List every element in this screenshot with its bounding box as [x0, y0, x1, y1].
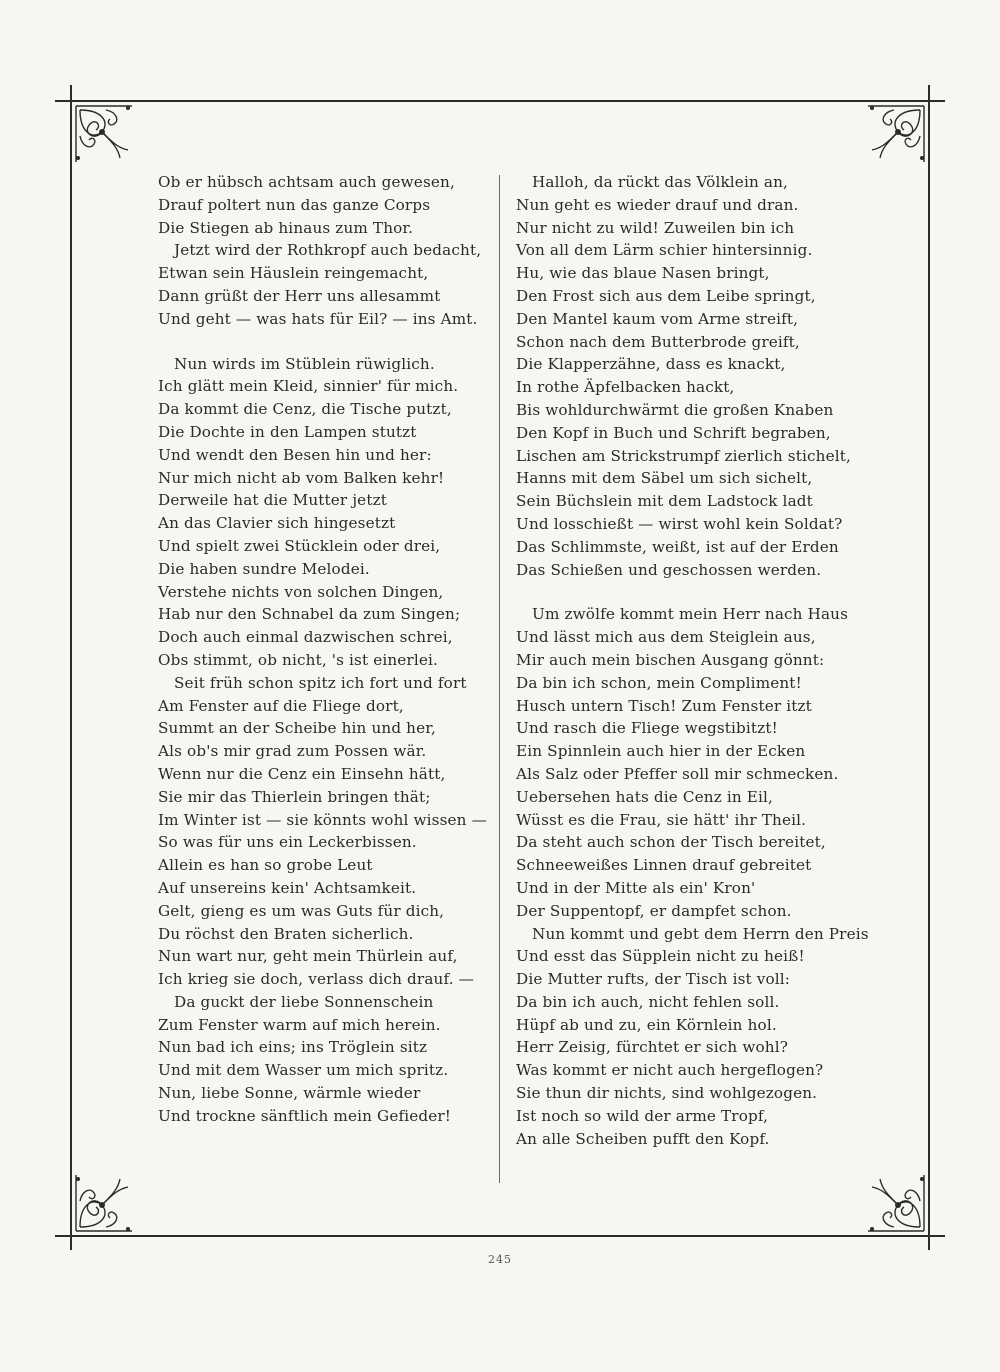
verse-line: Die Mutter rufts, der Tisch ist voll: — [516, 970, 791, 989]
verse-line: Nun, liebe Sonne, wärmle wieder — [158, 1084, 421, 1103]
verse-line: An das Clavier sich hingesetzt — [158, 514, 396, 533]
verse-line: Im Winter ist — sie könnts wohl wissen — — [158, 810, 487, 829]
verse-line: Da bin ich schon, mein Compliment! — [516, 673, 802, 692]
verse-line: Die Dochte in den Lampen stutzt — [158, 422, 417, 441]
verse-line: Du röchst den Braten sicherlich. — [158, 924, 414, 943]
verse-line: Als Salz oder Pfeffer soll mir schmecken. — [516, 764, 839, 783]
verse-line: Und rasch die Fliege wegstibitzt! — [516, 719, 778, 738]
corner-ornament-top-left — [72, 102, 152, 182]
verse-line: Um zwölfe kommt mein Herr nach Haus — [532, 605, 849, 624]
verse-line: Gelt, gieng es um was Guts für dich, — [158, 901, 445, 920]
verse-line: Und mit dem Wasser um mich spritz. — [158, 1061, 449, 1080]
verse-line: Die haben sundre Melodei. — [158, 559, 370, 578]
verse-line: Hanns mit dem Säbel um sich sichelt, — [516, 469, 813, 488]
column-divider — [499, 175, 500, 1183]
verse-line: Halloh, da rückt das Völklein an, — [532, 173, 788, 191]
verse-line: Da bin ich auch, nicht fehlen soll. — [516, 992, 780, 1011]
page-number: 245 — [488, 1253, 512, 1266]
left-column — [158, 171, 488, 1128]
verse-line: Etwan sein Häuslein reingemacht, — [158, 264, 429, 283]
verse-line: Auf unsereins kein' Achtsamkeit. — [158, 878, 417, 897]
verse-line: Uebersehen hats die Cenz in Eil, — [516, 787, 773, 806]
verse-line: Die Klapperzähne, dass es knackt, — [516, 355, 786, 374]
verse-line: Den Kopf in Buch und Schrift begraben, — [516, 423, 831, 442]
verse-line: Am Fenster auf die Fliege dort, — [158, 696, 404, 715]
verse-line: Den Frost sich aus dem Leibe springt, — [516, 286, 816, 305]
verse-line: Und spielt zwei Stücklein oder drei, — [158, 536, 441, 555]
verse-line: Derweile hat die Mutter jetzt — [158, 491, 387, 510]
verse-line: Der Suppentopf, er dampfet schon. — [516, 901, 792, 920]
verse-line: Ich krieg sie doch, verlass dich drauf. — — [158, 970, 474, 989]
verse-line: Wüsst es die Frau, sie hätt' ihr Theil. — [516, 810, 807, 829]
verse-line: Als ob's mir grad zum Possen wär. — [158, 742, 427, 761]
verse-line: Doch auch einmal dazwischen schrei, — [158, 628, 453, 647]
verse-line: Nur mich nicht ab vom Balken kehr! — [158, 468, 445, 487]
verse-line: Sie thun dir nichts, sind wohlgezogen. — [516, 1084, 818, 1103]
verse-line: Von all dem Lärm schier hintersinnig. — [516, 241, 813, 260]
verse-line: Ein Spinnlein auch hier in der Ecken — [516, 742, 806, 761]
verse-line: Hüpf ab und zu, ein Körnlein hol. — [516, 1015, 777, 1034]
verse-line: Wenn nur die Cenz ein Einsehn hätt, — [158, 764, 446, 783]
verse-line: Nun bad ich eins; ins Tröglein sitz — [158, 1038, 428, 1057]
verse-line: Da kommt die Cenz, die Tische putzt, — [158, 400, 452, 419]
verse-line: Ist noch so wild der arme Tropf, — [516, 1106, 769, 1125]
border-left — [70, 85, 72, 1250]
verse-line: Hu, wie das blaue Nasen bringt, — [516, 264, 770, 283]
stanza-gap — [516, 581, 846, 603]
verse-line: Nun kommt und gebt dem Herrn den Preis — [532, 924, 869, 943]
verse-line: Bis wohldurchwärmt die großen Knaben — [516, 400, 834, 419]
verse-line: Das Schießen und geschossen werden. — [516, 560, 822, 579]
verse-line: Seit früh schon spitz ich fort und fort — [174, 673, 467, 692]
verse-line: Sein Büchslein mit dem Ladstock ladt — [516, 492, 813, 511]
verse-line: Den Mantel kaum vom Arme streift, — [516, 309, 799, 328]
verse-line: Zum Fenster warm auf mich herein. — [158, 1015, 441, 1034]
verse-line: Da guckt der liebe Sonnenschein — [174, 992, 434, 1011]
verse-line: Schon nach dem Butterbrode greift, — [516, 332, 800, 351]
verse-line: Schneeweißes Linnen drauf gebreitet — [516, 856, 812, 875]
border-top — [55, 100, 945, 102]
verse-line: Hab nur den Schnabel da zum Singen; — [158, 605, 461, 624]
verse-line: Drauf poltert nun das ganze Corps — [158, 195, 431, 214]
border-right — [928, 85, 930, 1250]
verse-line: Nun geht es wieder drauf und dran. — [516, 195, 799, 214]
verse-line: Dann grüßt der Herr uns allesammt — [158, 286, 441, 305]
verse-line: An alle Scheiben pufft den Kopf. — [516, 1129, 770, 1148]
verse-line: In rothe Äpfelbacken hackt, — [516, 378, 735, 397]
verse-line: Was kommt er nicht auch hergeflogen? — [516, 1061, 824, 1080]
verse-line: Nun wart nur, geht mein Thürlein auf, — [158, 947, 458, 966]
verse-line: Und in der Mitte als ein' Kron' — [516, 878, 756, 897]
right-column — [516, 171, 869, 1150]
verse-line: Und geht — was hats für Eil? — ins Amt. — [158, 309, 478, 328]
corner-ornament-bottom-right — [848, 1155, 928, 1235]
verse-line: Mir auch mein bischen Ausgang gönnt: — [516, 650, 825, 669]
verse-line: Verstehe nichts von solchen Dingen, — [158, 582, 444, 601]
verse-line: Jetzt wird der Rothkropf auch bedacht, — [174, 241, 482, 260]
corner-ornament-top-right — [848, 102, 928, 182]
verse-line: Allein es han so grobe Leut — [158, 856, 373, 875]
verse-line: Und esst das Süpplein nicht zu heiß! — [516, 947, 805, 966]
verse-line: Und lässt mich aus dem Steiglein aus, — [516, 628, 816, 647]
verse-line: Nun wirds im Stüblein rüwiglich. — [174, 354, 435, 373]
verse-line: Das Schlimmste, weißt, ist auf der Erden — [516, 537, 839, 556]
stanza-gap — [158, 331, 488, 353]
verse-line: Und losschießt — wirst wohl kein Soldat? — [516, 514, 843, 533]
verse-line: Die Stiegen ab hinaus zum Thor. — [158, 218, 414, 237]
verse-line: Und wendt den Besen hin und her: — [158, 445, 432, 464]
verse-line: Nur nicht zu wild! Zuweilen bin ich — [516, 218, 795, 237]
corner-ornament-bottom-left — [72, 1155, 152, 1235]
verse-line: So was für uns ein Leckerbissen. — [158, 833, 417, 852]
verse-line: Und trockne sänftlich mein Gefieder! — [158, 1106, 452, 1125]
verse-line: Ob er hübsch achtsam auch gewesen, — [158, 173, 455, 191]
border-bottom — [55, 1235, 945, 1237]
verse-line: Husch untern Tisch! Zum Fenster itzt — [516, 696, 812, 715]
verse-line: Summt an der Scheibe hin und her, — [158, 719, 436, 738]
verse-line: Lischen am Strickstrumpf zierlich stichelt, — [516, 446, 851, 465]
verse-line: Da steht auch schon der Tisch bereitet, — [516, 833, 826, 852]
verse-line: Sie mir das Thierlein bringen thät; — [158, 787, 431, 806]
verse-line: Obs stimmt, ob nicht, 's ist einerlei. — [158, 650, 438, 669]
verse-line: Herr Zeisig, fürchtet er sich wohl? — [516, 1038, 788, 1057]
verse-line: Ich glätt mein Kleid, sinnier' für mich. — [158, 377, 459, 396]
